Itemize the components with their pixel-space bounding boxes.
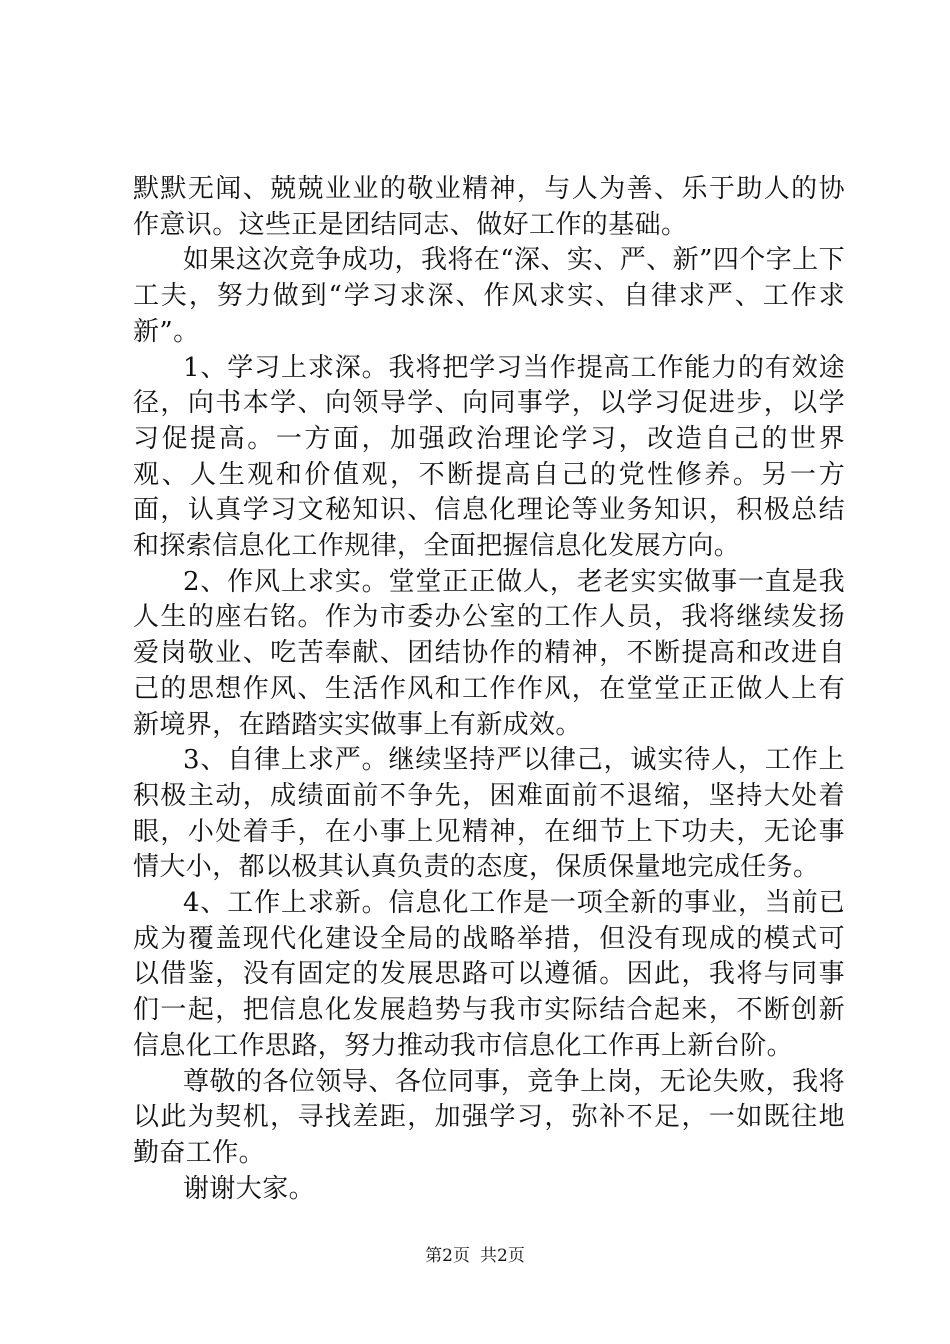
page-footer xyxy=(0,1244,950,1268)
paragraph-thanks: 谢谢大家。 xyxy=(183,1173,316,1204)
paragraph-continuation: 默默无闻、兢兢业业的敬业精神，与人为善、乐于助人的协作意识。这些正是团结同志、做好工作的基础。 xyxy=(133,174,845,240)
document-body xyxy=(133,172,845,1207)
paragraph-point-1: 1、学习上求深。我将把学习当作提高工作能力的有效途径，向书本学、向领导学、向同事学，以学习促进步，以学习促提高。一方面，加强政治理论学习，改造自己的世界观、人生观和价值观，不断提高自己的党性修养。另一方面，认真学习文秘知识、信息化理论等业务知识，积极总结和探索信息化工作规律，全面把握信息化发展方向。 xyxy=(133,352,845,562)
paragraph-point-4: 4、工作上求新。信息化工作是一项全新的事业，当前已成为覆盖现代化建设全局的战略举措，但没有现成的模式可以借鉴，没有固定的发展思路可以遵循。因此，我将与同事们一起，把信息化发展趋势与我市实际结合起来，不断创新信息化工作思路，努力推动我市信息化工作再上新台阶。 xyxy=(133,888,845,1061)
page-number-total: 共2页 xyxy=(480,1246,525,1266)
page-number-current: 第2页 xyxy=(425,1246,470,1266)
paragraph-commitment: 如果这次竞争成功，我将在“深、实、严、新”四个字上下工夫，努力做到“学习求深、作风求实、自律求严、工作求新”。 xyxy=(133,245,845,347)
paragraph-closing: 尊敬的各位领导、各位同事，竞争上岗，无论失败，我将以此为契机，寻找差距，加强学习，弥补不足，一如既往地勤奋工作。 xyxy=(133,1066,845,1168)
paragraph-point-3: 3、自律上求严。继续坚持严以律己，诚实待人，工作上积极主动，成绩面前不争先，困难面前不退缩，坚持大处着眼，小处着手，在小事上见精神，在细节上下功夫，无论事情大小，都以极其认真负责的态度，保质保量地完成任务。 xyxy=(133,745,845,883)
paragraph-point-2: 2、作风上求实。堂堂正正做人，老老实实做事一直是我人生的座右铭。作为市委办公室的工作人员，我将继续发扬爱岗敬业、吃苦奉献、团结协作的精神，不断提高和改进自己的思想作风、生活作风和工作作风，在堂堂正正做人上有新境界，在踏踏实实做事上有新成效。 xyxy=(133,566,845,740)
